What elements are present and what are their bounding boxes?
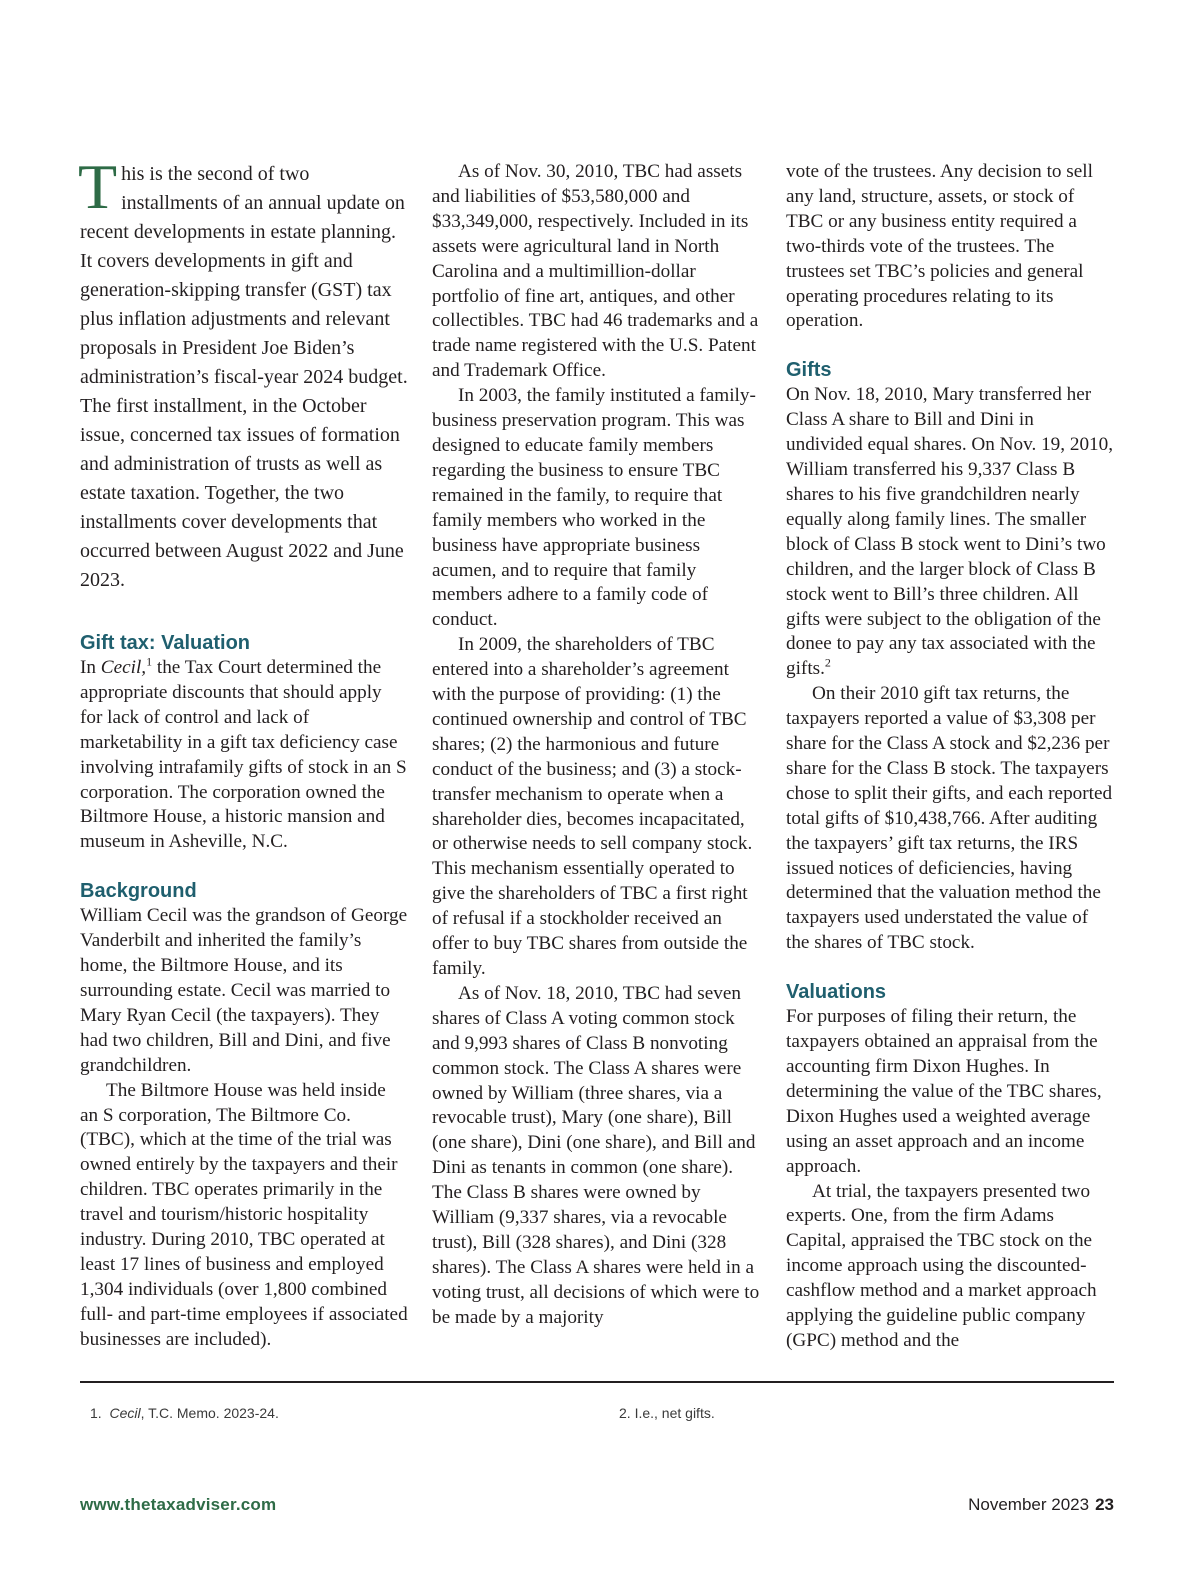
column-2	[432, 160, 760, 1331]
background-paragraph-5: In 2009, the shareholders of TBC entered into a shareholder’s agreement with the purpose of providing: (1) the continued ownership and control of TBC shares; (2) the harmonious and future conduct of the business; and (3) a stock-transfer mechanism to operate when a shareholder dies, becomes incapacitated, or otherwise needs to sell company stock. This mechanism essentially operated to give the shareholders of TBC a first right of refusal if a stockholder received an offer to buy TBC shares from outside the family.	[432, 634, 753, 979]
drop-cap: T	[78, 151, 118, 222]
column-1	[78, 151, 408, 1353]
background-paragraph-3: As of Nov. 30, 2010, TBC had assets and liabilities of $53,580,000 and $33,349,000, respectively. Included in its assets were agricultural land in North Carolina and a multimillion-dollar portfolio of fine art, antiques, and other collectibles. TBC had 46 trademarks and a trade name registered with the U.S. Patent and Trademark Office.	[432, 161, 759, 382]
valuations-paragraph-1: For purposes of filing their return, the taxpayers obtained an appraisal from the accounting firm Dixon Hughes. In determining the value of the TBC shares, Dixon Hughes used a weighted average using an asset approach and an income approach.	[786, 1006, 1102, 1177]
background-paragraph-6-continued: vote of the trustees. Any decision to sell any land, structure, assets, or stock of TBC or any business entity required a two-thirds vote of the trustees. The trustees set TBC’s policies and general operating procedures relating to its operation.	[786, 161, 1093, 332]
heading-gift-tax-valuation: Gift tax: Valuation	[80, 632, 251, 654]
column-3	[786, 160, 1114, 1354]
valuation-paragraph: In Cecil,$^1$ the Tax Court determined the appropriate discounts that should apply for lack of control and lack of marketability in a gift tax deficiency case involving intrafamily gifts of stock in an S corporation. The corporation owned the Biltmore House, a historic mansion and museum in Asheville, N.C.	[80, 654, 407, 853]
intro-text: his is the second of two installments of an annual update on recent developments in estate planning. It covers developments in gift and generation-skipping transfer (GST) tax plus inflation adjustments and relevant proposals in President Joe Biden’s administration’s fiscal-year 2024 budget. The first installment, in the October issue, concerned tax issues of formation and administration of trusts as well as estate taxation. Together, the two installments cover developments that occurred between August 2022 and June 2023.	[80, 163, 408, 591]
footer-issue	[968, 1495, 1114, 1515]
gifts-paragraph-1: On Nov. 18, 2010, Mary transferred her Class A share to Bill and Dini in undivided equal shares. On Nov. 19, 2010, William transferred his 9,337 Class B shares to his five grandchildren nearly equally along family lines. The smaller block of Class B stock went to Dini’s two children, and the larger block of Class B stock went to Bill’s three children. All gifts were subject to the obligation of the donee to pay any tax associated with the gifts.$^2$	[786, 384, 1114, 680]
footnote-divider	[80, 1381, 1114, 1383]
background-paragraph-6: As of Nov. 18, 2010, TBC had seven shares of Class A voting common stock and 9,993 shares of Class B nonvoting common stock. The Class A shares were owned by William (three shares, via a revocable trust), Mary (one share), Bill (one share), Dini (one share), and Bill and Dini as tenants in common (one share). The Class B shares were owned by William (9,337 shares, via a revocable trust), Bill (328 shares), and Dini (328 shares). The Class A shares were held in a voting trust, all decisions of which were to be made by a majority	[432, 982, 760, 1328]
footnote-2: 2. I.e., net gifts.	[619, 1405, 715, 1421]
footer-website-link[interactable]: www.thetaxadviser.com	[80, 1495, 277, 1514]
intro-paragraph	[78, 151, 408, 595]
heading-background: Background	[80, 880, 197, 903]
issue-date: November 2023	[968, 1495, 1090, 1514]
background-paragraph-1: William Cecil was the grandson of George Vanderbilt and inherited the family’s home, the Biltmore House, and its surrounding estate. Cecil was married to Mary Ryan Cecil (the taxpayers). They had two children, Bill and Dini, and five grandchildren.	[80, 905, 408, 1076]
case-name: Cecil,	[100, 657, 147, 678]
footnote-ref-1: 1	[146, 654, 153, 669]
background-paragraph-2: The Biltmore House was held inside an S corporation, The Biltmore Co. (TBC), which at the time of the trial was owned entirely by the taxpayers and their children. TBC operates primarily in the travel and tourism/historic hospitality industry. During 2010, TBC operated at least 17 lines of business and employed 1,304 individuals (over 1,800 combined full- and part-time employees if associated businesses are included).	[80, 1079, 408, 1350]
background-paragraph-4: In 2003, the family instituted a family-business preservation program. This was designed to educate family members regarding the business to ensure TBC remained in the family, to require that family members who worked in the business have appropriate business acumen, and to require that family members adhere to a family code of conduct.	[432, 385, 756, 631]
footnote-ref-2: 2	[824, 655, 831, 670]
gifts-paragraph-2: On their 2010 gift tax returns, the taxpayers reported a value of $3,308 per share for the Class A stock and $2,236 per share for the Class B stock. The taxpayers chose to split their gifts, and each reported total gifts of $10,438,766. After auditing the taxpayers’ gift tax returns, the IRS issued notices of deficiencies, having determined that the valuation method the taxpayers used understated the value of the shares of TBC stock.	[786, 683, 1113, 954]
heading-valuations: Valuations	[786, 981, 887, 1004]
valuations-paragraph-2: At trial, the taxpayers presented two experts. One, from the firm Adams Capital, appraised the TBC stock on the income approach using the discounted-cashflow method and a market approach applying the guideline public company (GPC) method and the	[786, 1180, 1097, 1351]
heading-gifts: Gifts	[786, 359, 832, 382]
page-number: 23	[1095, 1495, 1114, 1514]
footnote-1: 1. Cecil, T.C. Memo. 2023-24.	[90, 1405, 279, 1421]
